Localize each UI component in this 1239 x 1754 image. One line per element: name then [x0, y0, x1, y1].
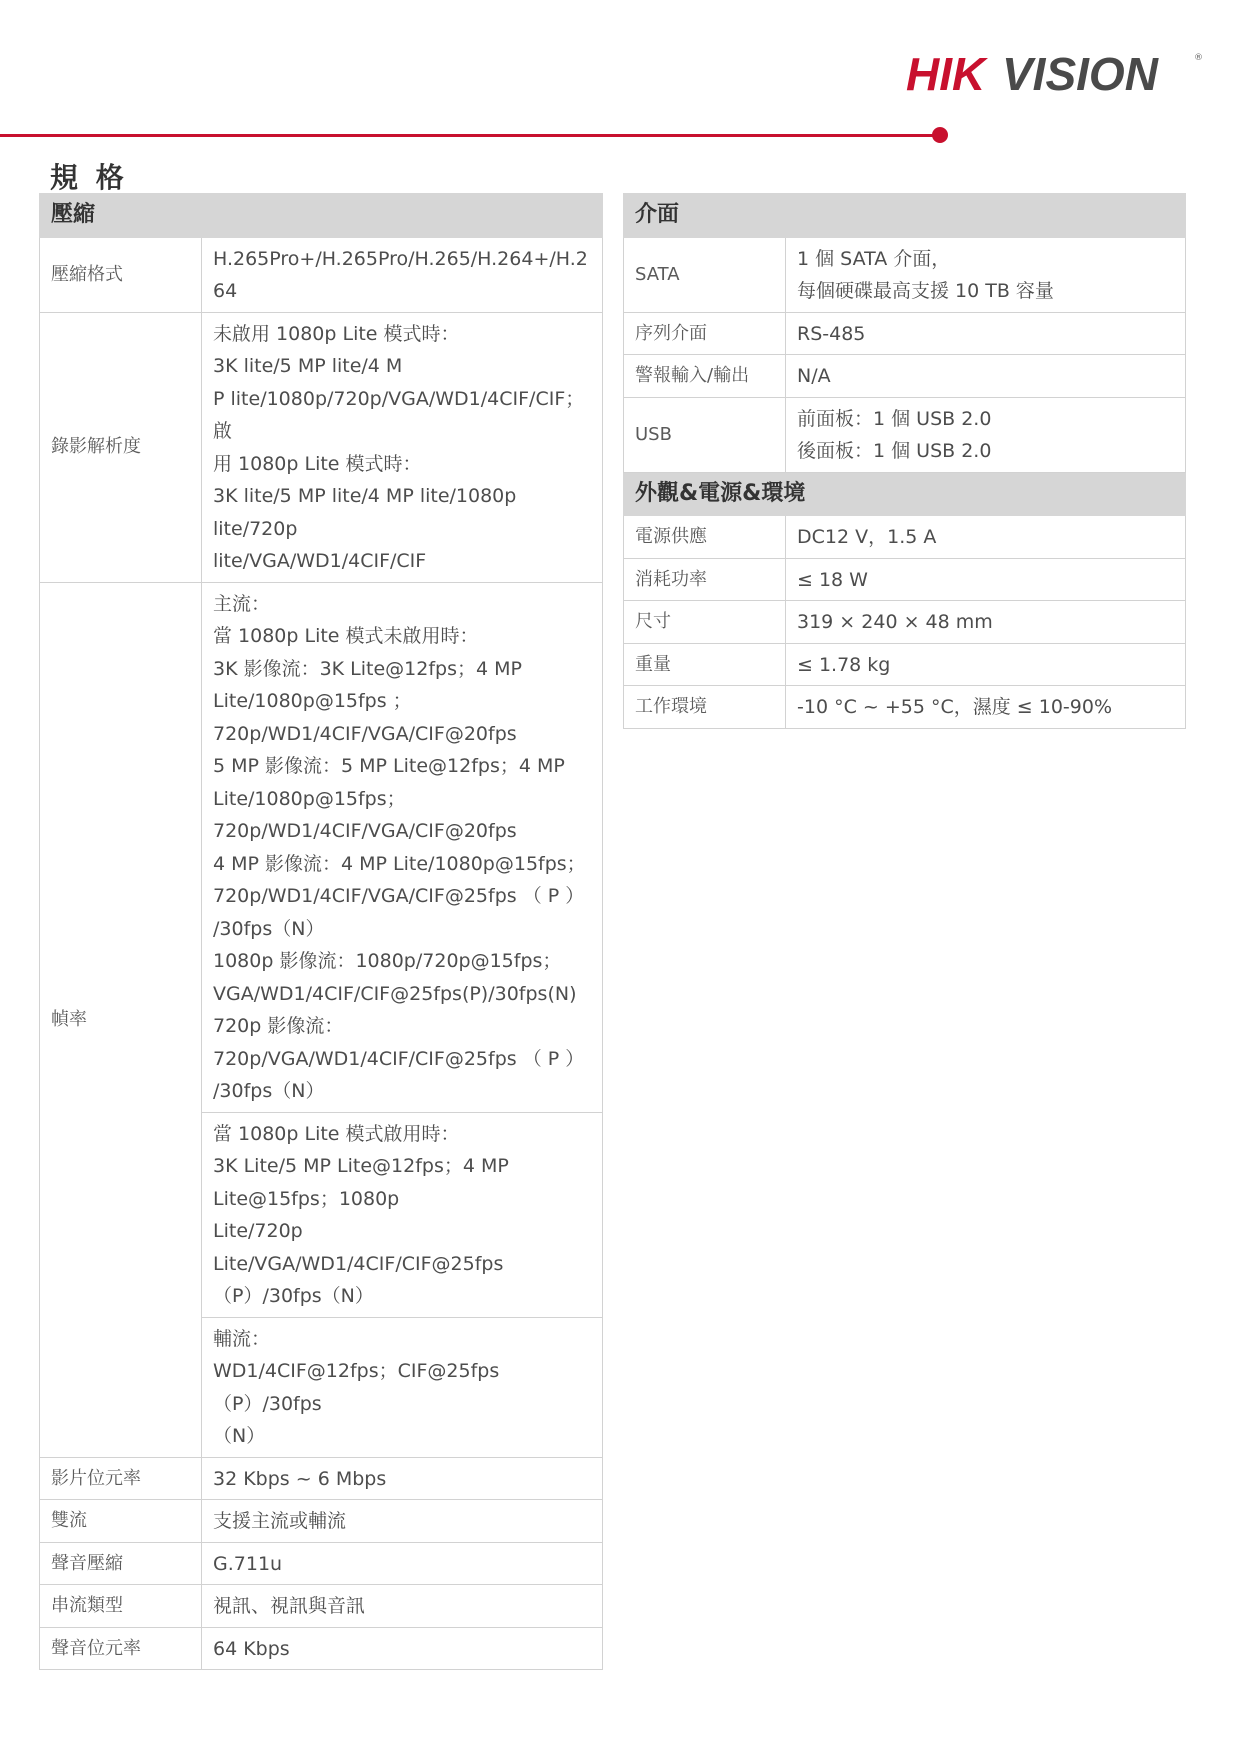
spec-value-line: H.265Pro+/H.265Pro/H.265/H.264+/H.264 — [213, 247, 588, 302]
spec-row — [40, 1500, 603, 1543]
interface-spec-table — [623, 193, 1186, 729]
spec-row — [624, 397, 1186, 472]
compression-spec-table — [39, 193, 603, 1670]
spec-value-line: P lite/1080p/720p/VGA/WD1/4CIF/CIF；啟 — [213, 387, 585, 442]
header-rule-dot — [932, 127, 948, 143]
spec-value-line: （N） — [213, 1425, 266, 1447]
spec-value-line: 720p/WD1/4CIF/VGA/CIF@25fps （ P ） — [213, 885, 585, 907]
spec-value-line: /30fps（N） — [213, 1080, 325, 1102]
spec-value — [202, 1585, 603, 1628]
spec-value — [786, 397, 1186, 472]
spec-row — [624, 686, 1186, 729]
spec-value-line: 每個硬碟最高支援 10 TB 容量 — [797, 280, 1054, 302]
spec-value-line: 3K lite/5 MP lite/4 MP lite/1080p lite/720p — [213, 485, 517, 540]
spec-value — [786, 643, 1186, 686]
spec-row — [624, 355, 1186, 398]
spec-value-line: 主流： — [213, 592, 271, 615]
spec-key: 電源供應 — [624, 516, 786, 559]
spec-value-line: 4 MP 影像流：4 MP Lite/1080p@15fps； — [213, 852, 586, 875]
spec-row — [40, 1457, 603, 1500]
spec-key: 壓縮格式 — [40, 237, 202, 312]
spec-value — [202, 1457, 603, 1500]
spec-value-line: 當 1080p Lite 模式啟用時： — [213, 1122, 460, 1145]
svg-text:®: ® — [1194, 53, 1203, 63]
spec-row — [624, 237, 1186, 312]
section-header-appearance-power — [624, 472, 1186, 516]
spec-value-line: Lite@15fps；1080p — [213, 1187, 400, 1210]
spec-value — [202, 237, 603, 312]
spec-value-line: Lite/1080p@15fps ； — [213, 690, 412, 712]
spec-key: 消耗功率 — [624, 558, 786, 601]
spec-key: 幀率 — [40, 582, 202, 1457]
spec-value — [202, 1500, 603, 1543]
spec-value-line: 3K 影像流：3K Lite@12fps；4 MP — [213, 657, 522, 680]
spec-value-line: 後面板：1 個 USB 2.0 — [797, 440, 992, 462]
spec-value-line: 720p/WD1/4CIF/VGA/CIF@20fps — [213, 820, 517, 842]
section-header-compression — [40, 194, 603, 238]
spec-value-line: 視訊、視訊與音訊 — [213, 1595, 366, 1617]
spec-row — [40, 312, 603, 582]
spec-row — [40, 1585, 603, 1628]
spec-value-line: -10 °C ~ +55 °C，濕度 ≤ 10-90% — [797, 696, 1113, 718]
spec-value-line: 輔流： — [213, 1327, 271, 1350]
spec-value — [786, 686, 1186, 729]
spec-value-line: 1080p 影像流：1080p/720p@15fps； — [213, 950, 562, 972]
hikvision-logo — [906, 46, 1206, 100]
spec-value — [202, 1317, 603, 1457]
spec-key: 串流類型 — [40, 1585, 202, 1628]
spec-row — [624, 643, 1186, 686]
spec-value — [786, 355, 1186, 398]
spec-value-line: 前面板：1 個 USB 2.0 — [797, 407, 992, 430]
spec-value-line: 未啟用 1080p Lite 模式時： — [213, 322, 460, 345]
spec-value — [202, 1112, 603, 1317]
spec-key: 警報輸入/輸出 — [624, 355, 786, 398]
spec-key: 錄影解析度 — [40, 312, 202, 582]
svg-text:VISION: VISION — [1002, 48, 1158, 100]
spec-value-line: WD1/4CIF@12fps；CIF@25fps（P）/30fps — [213, 1360, 500, 1415]
spec-key: 雙流 — [40, 1500, 202, 1543]
spec-value-line: 5 MP 影像流：5 MP Lite@12fps；4 MP — [213, 755, 565, 777]
spec-value — [202, 582, 603, 1112]
section-header-interface — [624, 194, 1186, 238]
spec-value-line: ≤ 18 W — [797, 568, 868, 591]
spec-value-line: 當 1080p Lite 模式未啟用時： — [213, 625, 479, 647]
spec-row — [40, 582, 603, 1112]
spec-value — [786, 516, 1186, 559]
spec-value — [786, 558, 1186, 601]
spec-value-line: 支援主流或輔流 — [213, 1510, 347, 1532]
spec-value-line: 720p/WD1/4CIF/VGA/CIF@20fps — [213, 722, 517, 745]
spec-key: 尺寸 — [624, 601, 786, 644]
spec-value — [786, 312, 1186, 355]
page-title: 規 格 — [50, 161, 128, 194]
spec-value-line: RS-485 — [797, 322, 866, 345]
spec-value-line: 720p/VGA/WD1/4CIF/CIF@25fps （ P ） — [213, 1047, 585, 1070]
spec-value — [202, 1542, 603, 1585]
spec-value-line: VGA/WD1/4CIF/CIF@25fps(P)/30fps(N) — [213, 982, 577, 1005]
spec-value-line: 1 個 SATA 介面， — [797, 247, 951, 270]
spec-value-line: 64 Kbps — [213, 1637, 290, 1660]
spec-value-line: （P）/30fps（N） — [213, 1285, 374, 1307]
spec-key: 影片位元率 — [40, 1457, 202, 1500]
spec-value-line: ≤ 1.78 kg — [797, 653, 891, 676]
spec-value-line: N/A — [797, 365, 831, 387]
spec-value-line: DC12 V，1.5 A — [797, 526, 937, 548]
spec-key: 工作環境 — [624, 686, 786, 729]
spec-value-line: 720p 影像流： — [213, 1015, 344, 1037]
spec-key: SATA — [624, 237, 786, 312]
spec-row — [624, 558, 1186, 601]
spec-value-line: Lite/720p Lite/VGA/WD1/4CIF/CIF@25fps — [213, 1220, 504, 1275]
spec-key: USB — [624, 397, 786, 472]
spec-value — [786, 601, 1186, 644]
spec-value-line: /30fps（N） — [213, 917, 325, 940]
section-heading: 壓縮 — [40, 194, 603, 238]
spec-value-line: 3K Lite/5 MP Lite@12fps；4 MP — [213, 1155, 509, 1177]
spec-value — [202, 312, 603, 582]
spec-row — [40, 1627, 603, 1670]
svg-text:HIK: HIK — [906, 48, 986, 100]
spec-row — [40, 237, 603, 312]
spec-key: 重量 — [624, 643, 786, 686]
spec-value-line: G.711u — [213, 1552, 283, 1575]
spec-value-line: 319 × 240 × 48 mm — [797, 611, 993, 633]
section-heading: 外觀&電源&環境 — [624, 472, 1186, 516]
spec-value-line: 用 1080p Lite 模式時： — [213, 452, 422, 475]
spec-value-line: Lite/1080p@15fps； — [213, 787, 406, 810]
spec-key: 聲音壓縮 — [40, 1542, 202, 1585]
spec-key: 序列介面 — [624, 312, 786, 355]
header-rule — [0, 134, 937, 137]
spec-value — [202, 1627, 603, 1670]
spec-row — [40, 1542, 603, 1585]
spec-key: 聲音位元率 — [40, 1627, 202, 1670]
section-heading: 介面 — [624, 194, 1186, 238]
spec-row — [624, 312, 1186, 355]
spec-value-line: 32 Kbps ~ 6 Mbps — [213, 1467, 387, 1490]
spec-row — [624, 601, 1186, 644]
spec-row — [624, 516, 1186, 559]
spec-value-line: lite/VGA/WD1/4CIF/CIF — [213, 550, 427, 572]
spec-value-line: 3K lite/5 MP lite/4 M — [213, 355, 403, 377]
spec-value — [786, 237, 1186, 312]
